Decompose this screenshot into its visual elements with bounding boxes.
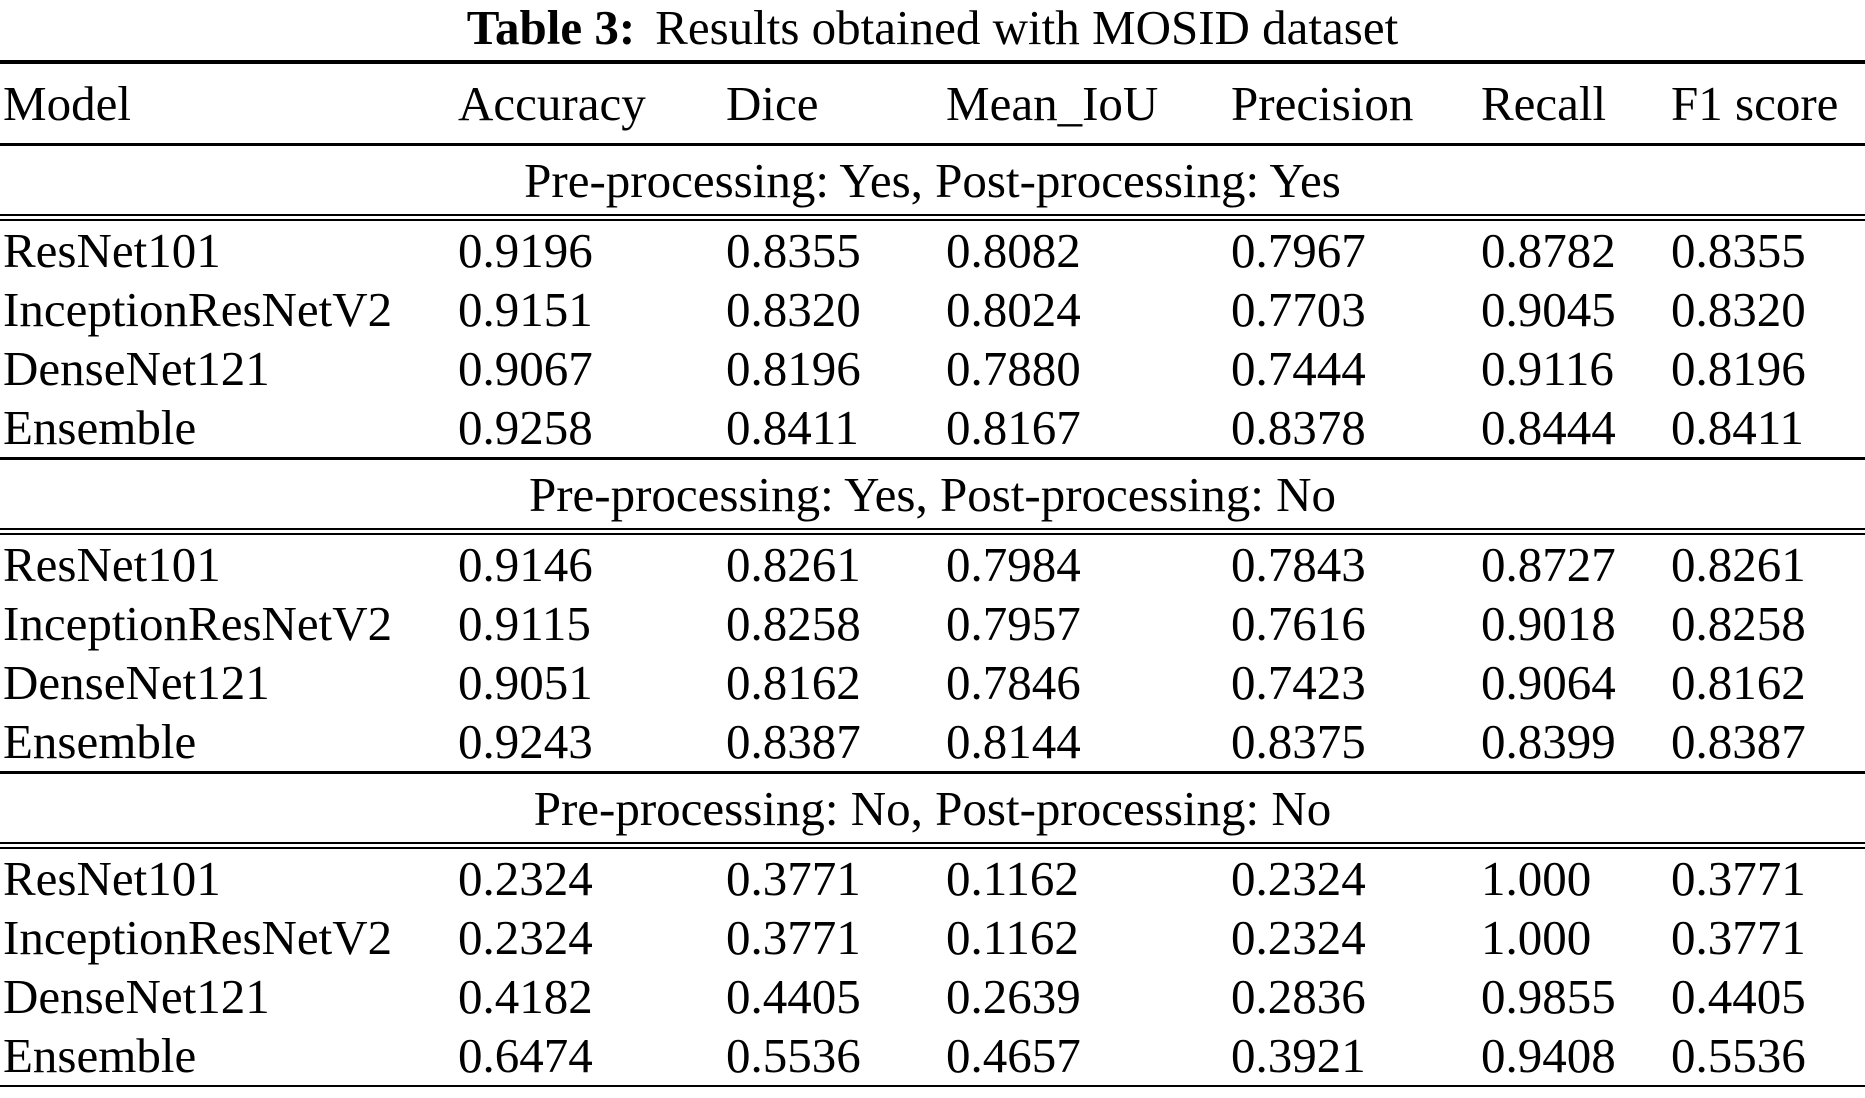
accuracy-cell: 0.9146 <box>458 537 593 592</box>
column-header-f1-score: F1 score <box>1671 76 1839 131</box>
recall-cell: 1.000 <box>1481 851 1592 906</box>
model-cell: Ensemble <box>3 714 197 769</box>
column-header-precision: Precision <box>1231 76 1414 131</box>
precision-cell: 0.3921 <box>1231 1028 1366 1083</box>
model-cell: Ensemble <box>3 1028 197 1083</box>
bottom-rule <box>0 1085 1865 1087</box>
dice-cell: 0.8258 <box>726 596 861 651</box>
accuracy-cell: 0.6474 <box>458 1028 593 1083</box>
table-row <box>0 221 1865 280</box>
dice-cell: 0.8387 <box>726 714 861 769</box>
model-cell: Ensemble <box>3 400 197 455</box>
dice-cell: 0.8320 <box>726 282 861 337</box>
table-row <box>0 594 1865 653</box>
accuracy-cell: 0.9196 <box>458 223 593 278</box>
mean-iou-cell: 0.8082 <box>946 223 1081 278</box>
section-header-2: Pre-processing: Yes, Post-processing: No <box>528 466 1337 522</box>
column-header-mean-iou: Mean_IoU <box>946 76 1159 131</box>
dice-cell: 0.3771 <box>726 851 861 906</box>
f1-score-cell: 0.8261 <box>1671 537 1806 592</box>
accuracy-cell: 0.2324 <box>458 910 593 965</box>
accuracy-cell: 0.9151 <box>458 282 593 337</box>
table-row <box>0 653 1865 712</box>
model-cell: ResNet101 <box>3 537 221 592</box>
dice-cell: 0.8355 <box>726 223 861 278</box>
f1-score-cell: 0.8387 <box>1671 714 1806 769</box>
accuracy-cell: 0.9051 <box>458 655 593 710</box>
dice-cell: 0.8261 <box>726 537 861 592</box>
table-caption-text: Results obtained with MOSID dataset <box>655 0 1399 55</box>
model-cell: InceptionResNetV2 <box>3 910 393 965</box>
model-cell: DenseNet121 <box>3 655 270 710</box>
precision-cell: 0.2324 <box>1231 851 1366 906</box>
table-row <box>0 849 1865 908</box>
recall-cell: 0.8444 <box>1481 400 1616 455</box>
column-header-accuracy: Accuracy <box>458 76 646 131</box>
precision-cell: 0.7843 <box>1231 537 1366 592</box>
precision-cell: 0.8375 <box>1231 714 1366 769</box>
recall-cell: 0.9045 <box>1481 282 1616 337</box>
column-header-dice: Dice <box>726 76 819 131</box>
recall-cell: 0.8782 <box>1481 223 1616 278</box>
f1-score-cell: 0.8258 <box>1671 596 1806 651</box>
table-row <box>0 908 1865 967</box>
recall-cell: 0.8727 <box>1481 537 1616 592</box>
column-header-model: Model <box>3 76 131 131</box>
recall-cell: 0.9408 <box>1481 1028 1616 1083</box>
accuracy-cell: 0.9243 <box>458 714 593 769</box>
accuracy-cell: 0.9115 <box>458 596 591 651</box>
dice-cell: 0.3771 <box>726 910 861 965</box>
mean-iou-cell: 0.8144 <box>946 714 1081 769</box>
f1-score-cell: 0.5536 <box>1671 1028 1806 1083</box>
mean-iou-cell: 0.8167 <box>946 400 1081 455</box>
mean-iou-cell: 0.7957 <box>946 596 1081 651</box>
precision-cell: 0.8378 <box>1231 400 1366 455</box>
f1-score-cell: 0.3771 <box>1671 851 1806 906</box>
section-header-3: Pre-processing: No, Post-processing: No <box>533 780 1332 836</box>
model-cell: ResNet101 <box>3 223 221 278</box>
model-cell: DenseNet121 <box>3 969 270 1024</box>
recall-cell: 0.9018 <box>1481 596 1616 651</box>
accuracy-cell: 0.9067 <box>458 341 593 396</box>
f1-score-cell: 0.8196 <box>1671 341 1806 396</box>
precision-cell: 0.2324 <box>1231 910 1366 965</box>
mean-iou-cell: 0.7846 <box>946 655 1081 710</box>
precision-cell: 0.2836 <box>1231 969 1366 1024</box>
model-cell: InceptionResNetV2 <box>3 282 393 337</box>
table-row <box>0 339 1865 398</box>
f1-score-cell: 0.3771 <box>1671 910 1806 965</box>
f1-score-cell: 0.8411 <box>1671 400 1804 455</box>
table-row <box>0 1026 1865 1085</box>
f1-score-cell: 0.4405 <box>1671 969 1806 1024</box>
dice-cell: 0.4405 <box>726 969 861 1024</box>
dice-cell: 0.8162 <box>726 655 861 710</box>
section-header-1: Pre-processing: Yes, Post-processing: Yes <box>524 152 1341 208</box>
mean-iou-cell: 0.8024 <box>946 282 1081 337</box>
mean-iou-cell: 0.7880 <box>946 341 1081 396</box>
recall-cell: 1.000 <box>1481 910 1592 965</box>
table-row <box>0 967 1865 1026</box>
dice-cell: 0.8196 <box>726 341 861 396</box>
recall-cell: 0.9064 <box>1481 655 1616 710</box>
f1-score-cell: 0.8162 <box>1671 655 1806 710</box>
precision-cell: 0.7444 <box>1231 341 1366 396</box>
model-cell: DenseNet121 <box>3 341 270 396</box>
mean-iou-cell: 0.1162 <box>946 910 1079 965</box>
precision-cell: 0.7703 <box>1231 282 1366 337</box>
dice-cell: 0.8411 <box>726 400 859 455</box>
table-row <box>0 535 1865 594</box>
model-cell: ResNet101 <box>3 851 221 906</box>
accuracy-cell: 0.2324 <box>458 851 593 906</box>
section-3-top-rule <box>0 842 1865 849</box>
section-1-top-rule <box>0 214 1865 221</box>
recall-cell: 0.9855 <box>1481 969 1616 1024</box>
table-caption <box>0 0 1865 60</box>
table-row <box>0 280 1865 339</box>
dice-cell: 0.5536 <box>726 1028 861 1083</box>
accuracy-cell: 0.9258 <box>458 400 593 455</box>
mean-iou-cell: 0.7984 <box>946 537 1081 592</box>
precision-cell: 0.7967 <box>1231 223 1366 278</box>
column-header-recall: Recall <box>1481 76 1607 131</box>
table-caption-label: Table 3: <box>466 0 636 55</box>
mean-iou-cell: 0.4657 <box>946 1028 1081 1083</box>
recall-cell: 0.9116 <box>1481 341 1614 396</box>
table-row <box>0 712 1865 771</box>
model-cell: InceptionResNetV2 <box>3 596 393 651</box>
precision-cell: 0.7423 <box>1231 655 1366 710</box>
section-2-top-rule <box>0 528 1865 535</box>
column-header-row <box>0 64 1865 143</box>
mean-iou-cell: 0.2639 <box>946 969 1081 1024</box>
accuracy-cell: 0.4182 <box>458 969 593 1024</box>
precision-cell: 0.7616 <box>1231 596 1366 651</box>
mean-iou-cell: 0.1162 <box>946 851 1079 906</box>
table-row <box>0 398 1865 457</box>
f1-score-cell: 0.8355 <box>1671 223 1806 278</box>
f1-score-cell: 0.8320 <box>1671 282 1806 337</box>
recall-cell: 0.8399 <box>1481 714 1616 769</box>
